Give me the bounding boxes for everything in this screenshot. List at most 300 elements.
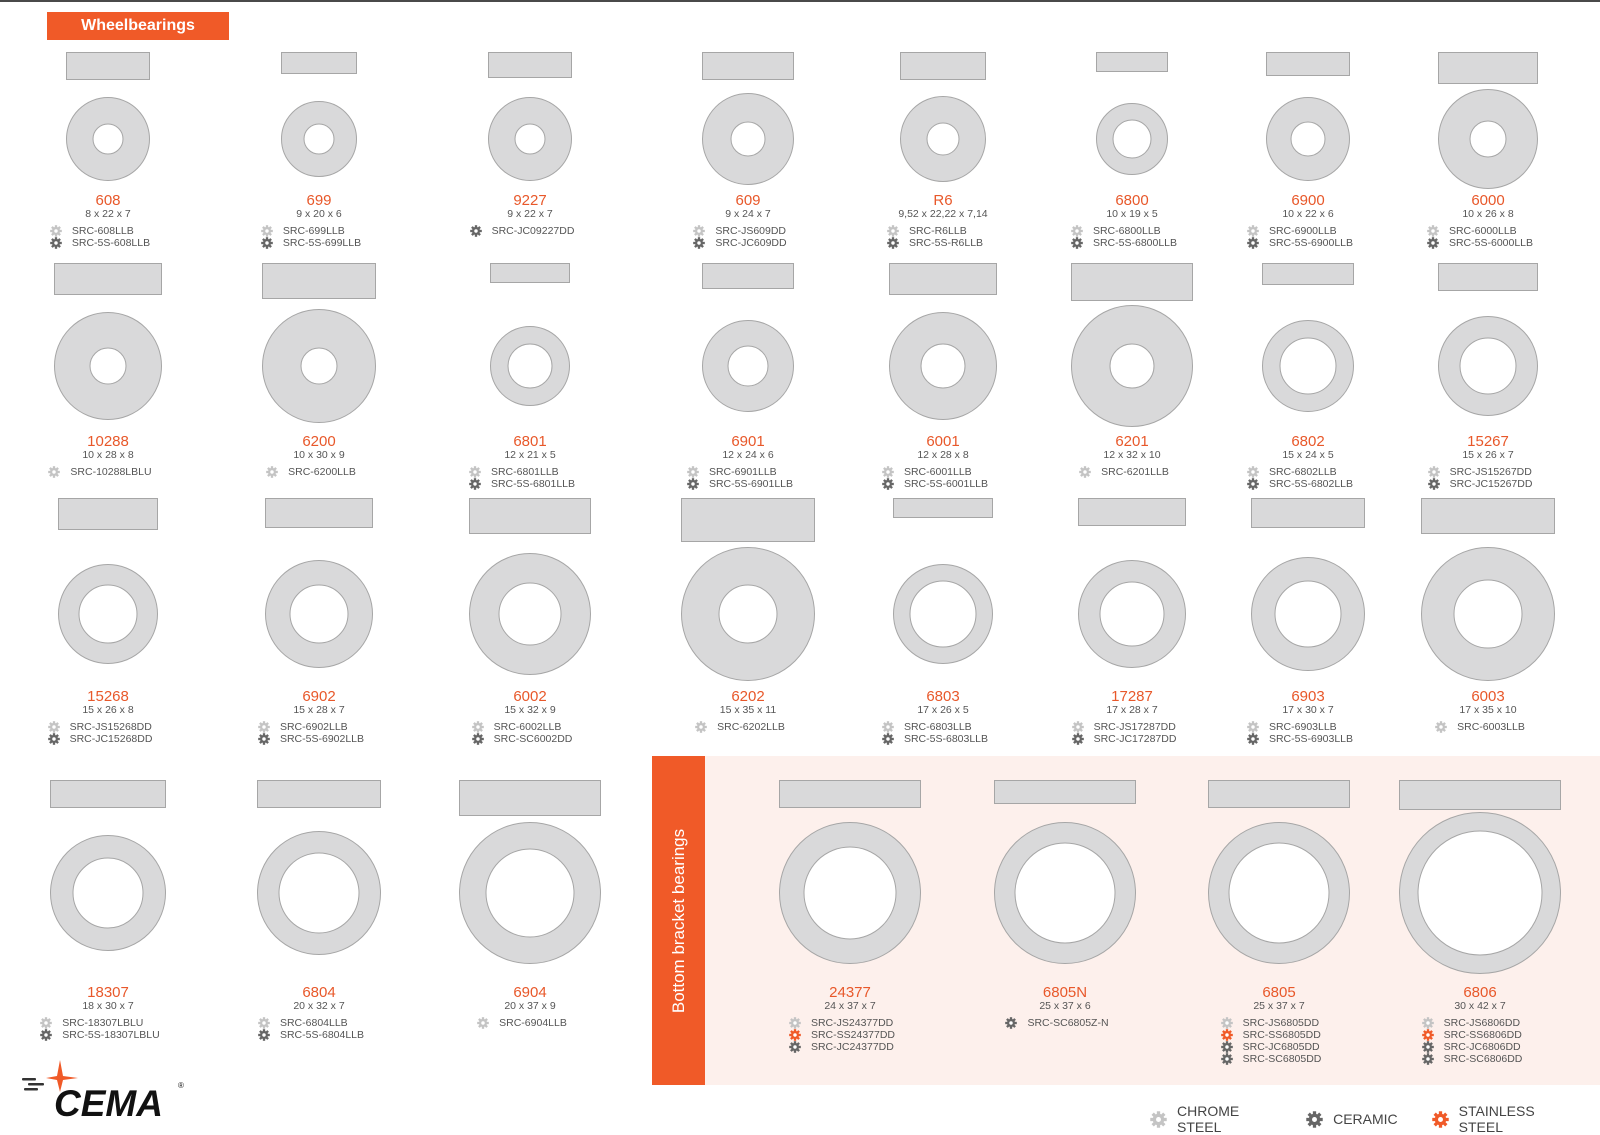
bearing-name: 15267 [1467,433,1509,450]
part-code-ceramic [48,733,153,745]
part-code-text: SRC-SC6806DD [1443,1053,1523,1065]
bearing-name: 6903 [1291,688,1325,705]
part-code-chrome [1071,225,1177,237]
bearing-codes [789,1017,895,1053]
bearing-codes [261,225,361,249]
part-code-ceramic [882,733,988,745]
legend-label: CERAMIC [1333,1111,1398,1127]
ceramic-gear-icon [258,1029,270,1041]
bearing-name: 6801 [513,433,547,450]
part-code-text: SRC-6901LLB [708,466,777,478]
bearing-front-view [900,96,986,182]
bearing-codes [1427,225,1533,249]
bearing-name: 6002 [513,688,547,705]
ceramic-gear-icon [1247,478,1259,490]
part-code-text: SRC-R6LLB [908,225,967,237]
bearing-name: R6 [933,192,953,209]
bearing-dimensions: 12 x 24 x 6 [722,449,774,461]
part-code-ceramic [687,478,793,490]
bearing-dimensions: 15 x 28 x 7 [293,704,345,716]
part-code-text: SRC-6804LLB [279,1017,348,1029]
part-code-text: SRC-JC6805DD [1242,1041,1320,1053]
part-code-ceramic [1221,1041,1322,1053]
bearing-dimensions: 20 x 37 x 9 [504,1000,556,1012]
part-code-text: SRC-JC15268DD [69,733,153,745]
part-code-text: SRC-5S-6903LLB [1268,733,1354,745]
part-code-text: SRC-5S-6000LLB [1448,237,1534,249]
part-code-ceramic [1427,237,1533,249]
part-code-text: SRC-5S-6802LLB [1268,478,1354,490]
bearing-side-view [469,498,591,534]
bearing-side-view [1071,263,1193,301]
part-code-text: SRC-5S-6803LLB [903,733,989,745]
bearing-name: 699 [306,192,332,209]
bearing-codes [882,721,988,745]
part-code-ceramic [1005,1017,1108,1029]
part-code-chrome [693,225,786,237]
bearing-side-view [1208,780,1350,808]
bearing-codes [40,1017,159,1041]
bearing-name: 6804 [302,984,336,1001]
part-code-chrome [50,225,150,237]
part-code-text: SRC-JC09227DD [491,225,575,237]
bearing-front-view [262,309,376,423]
part-code-text: SRC-5S-R6LLB [908,237,984,249]
part-code-text: SRC-JS6806DD [1443,1017,1521,1029]
ceramic-gear-icon [258,733,270,745]
chrome-gear-icon [789,1017,801,1029]
part-code-text: SRC-JC17287DD [1093,733,1177,745]
part-code-text: SRC-JC15267DD [1449,478,1533,490]
part-code-ceramic [887,237,983,249]
ceramic-gear-icon [48,733,60,745]
bearing-dimensions: 15 x 26 x 7 [1462,449,1514,461]
bearing-codes [258,721,364,745]
bearing-codes [472,721,573,745]
part-code-text: SRC-5S-6901LLB [708,478,794,490]
bearing-codes [258,1017,364,1041]
part-code-chrome [469,466,575,478]
bearing-front-view [994,822,1136,964]
bearing-side-view [58,498,158,530]
part-code-text: SRC-6001LLB [903,466,972,478]
bearing-name: 6800 [1115,192,1149,209]
part-code-text: SRC-6002LLB [493,721,562,733]
bearing-name: 6802 [1291,433,1325,450]
ceramic-gear-icon [1005,1017,1017,1029]
part-code-text: SRC-SC6805DD [1242,1053,1322,1065]
bearing-name: 6201 [1115,433,1149,450]
cema-logo [20,1058,190,1120]
bearing-front-view [469,553,591,675]
bearing-side-view [1399,780,1561,810]
part-code-text: SRC-JS17287DD [1093,721,1176,733]
bearing-side-view [889,263,997,295]
bearing-side-view [281,52,357,74]
bearing-front-view [893,564,993,664]
part-code-chrome [1422,1017,1523,1029]
part-code-chrome [882,721,988,733]
bearing-codes [1247,721,1353,745]
ceramic-gear-icon [1427,237,1439,249]
bearing-dimensions: 12 x 21 x 5 [504,449,556,461]
part-code-stainless [1422,1029,1523,1041]
part-code-ceramic [1247,733,1353,745]
bearing-front-view [459,822,601,964]
chrome-gear-icon [477,1017,489,1029]
bearing-codes [887,225,983,249]
bearing-front-view [779,822,921,964]
part-code-text: SRC-5S-6001LLB [903,478,989,490]
stainless-gear-icon [789,1029,801,1041]
bearing-codes [1071,225,1177,249]
stainless-gear-icon [1422,1029,1434,1041]
part-code-text: SRC-6903LLB [1268,721,1337,733]
ceramic-gear-icon [470,225,482,237]
chrome-gear-icon [1247,721,1259,733]
bearing-dimensions: 10 x 30 x 9 [293,449,345,461]
chrome-gear-icon [1072,721,1084,733]
part-code-text: SRC-6801LLB [490,466,559,478]
bearing-front-view [490,326,570,406]
bearing-name: 6805 [1262,984,1296,1001]
bearing-codes [1072,721,1177,745]
bearing-name: 24377 [829,984,871,1001]
part-code-ceramic [1247,478,1353,490]
material-legend [1150,1103,1600,1135]
chrome-gear-icon [261,225,273,237]
chrome-gear-icon [258,1017,270,1029]
part-code-ceramic [472,733,573,745]
part-code-text: SRC-JC24377DD [810,1041,894,1053]
bearing-name: 9227 [513,192,547,209]
part-code-chrome [1072,721,1177,733]
bearing-side-view [1078,498,1186,526]
ceramic-gear-icon [882,478,894,490]
chrome-gear-icon [258,721,270,733]
chrome-gear-icon [48,466,60,478]
bearing-front-view [66,97,150,181]
part-code-text: SRC-6803LLB [903,721,972,733]
bearing-side-view [54,263,162,295]
bearing-codes [1428,466,1533,490]
part-code-chrome [1221,1017,1322,1029]
part-code-text: SRC-5S-18307LBLU [62,1029,160,1041]
part-code-ceramic [40,1029,159,1041]
part-code-text: SRC-JS15268DD [69,721,152,733]
chrome-gear-icon [1221,1017,1233,1029]
part-code-text: SRC-5S-6801LLB [490,478,576,490]
chrome-gear-icon [887,225,899,237]
part-code-ceramic [1428,478,1533,490]
part-code-chrome [266,466,356,478]
part-code-text: SRC-SC6805Z-N [1027,1017,1109,1029]
chrome-gear-icon [1247,225,1259,237]
ceramic-gear-icon [261,237,273,249]
bearing-side-view [779,780,921,808]
part-code-chrome [472,721,573,733]
part-code-text: SRC-SS6806DD [1443,1029,1522,1041]
bearing-side-view [1438,52,1538,84]
part-code-text: SRC-6904LLB [499,1017,567,1029]
stainless-gear-icon [1221,1029,1233,1041]
bearing-dimensions: 15 x 35 x 11 [719,704,777,716]
bearing-name: 6902 [302,688,336,705]
ceramic-gear-icon [1071,237,1083,249]
bearing-side-view [1438,263,1538,291]
chrome-gear-icon [472,721,484,733]
bearing-side-view [459,780,601,816]
bearing-front-view [889,312,997,420]
bearing-codes [1247,466,1353,490]
part-code-ceramic [258,1029,364,1041]
bearing-name: 6000 [1471,192,1505,209]
part-code-ceramic [50,237,150,249]
bearing-dimensions: 20 x 32 x 7 [293,1000,345,1012]
bearing-codes [469,466,575,490]
bearing-side-view [50,780,166,808]
part-code-text: SRC-6202LLB [717,721,785,733]
bearing-codes [1435,721,1525,733]
chrome-gear-icon [1422,1017,1434,1029]
chrome-gear-icon [695,721,707,733]
bearing-side-view [257,780,381,808]
part-code-ceramic [1422,1041,1523,1053]
part-code-chrome [258,1017,364,1029]
part-code-text: SRC-6201LLB [1101,466,1169,478]
ceramic-gear-icon [1422,1053,1434,1065]
part-code-text: SRC-5S-699LLB [282,237,362,249]
chrome-gear-icon [1150,1111,1167,1128]
bearing-codes [695,721,785,733]
bearing-name: 6200 [302,433,336,450]
stainless-gear-icon [1432,1111,1449,1128]
bearing-front-view [1262,320,1354,412]
bearing-dimensions: 8 x 22 x 7 [85,208,131,220]
part-code-ceramic [470,225,575,237]
part-code-ceramic [882,478,988,490]
bearing-front-view [265,560,373,668]
bearing-codes [693,225,786,249]
bearing-name: 15268 [87,688,129,705]
chrome-gear-icon [1427,225,1439,237]
part-code-chrome [48,466,151,478]
bearing-dimensions: 10 x 28 x 8 [82,449,134,461]
ceramic-gear-icon [887,237,899,249]
part-code-text: SRC-JS24377DD [810,1017,894,1029]
part-code-ceramic [693,237,786,249]
chrome-gear-icon [882,466,894,478]
ceramic-gear-icon [1247,733,1259,745]
bottom-bracket-title: Bottom bracket bearings [668,828,688,1013]
ceramic-gear-icon [1221,1053,1233,1065]
part-code-stainless [1221,1029,1322,1041]
bearing-front-view [1399,812,1561,974]
bearing-front-view [702,320,794,412]
bearing-side-view [262,263,376,299]
part-code-chrome [687,466,793,478]
chrome-gear-icon [1428,466,1440,478]
ceramic-gear-icon [1072,733,1084,745]
top-rule [0,0,1600,2]
part-code-text: SRC-SS6805DD [1242,1029,1321,1041]
bearing-side-view [1262,263,1354,285]
ceramic-gear-icon [40,1029,52,1041]
ceramic-gear-icon [1422,1041,1434,1053]
part-code-ceramic [261,237,361,249]
part-code-text: SRC-JS609DD [715,225,787,237]
part-code-ceramic [469,478,575,490]
bearing-codes [1247,225,1353,249]
brand-wordmark: CEMA [54,1083,163,1120]
ceramic-gear-icon [50,237,62,249]
bearing-dimensions: 9 x 20 x 6 [296,208,342,220]
ceramic-gear-icon [472,733,484,745]
bearing-codes [50,225,150,249]
chrome-gear-icon [1247,466,1259,478]
bearing-name: 608 [95,192,121,209]
bearing-front-view [681,547,815,681]
part-code-stainless [789,1029,895,1041]
part-code-chrome [477,1017,567,1029]
bearing-front-view [257,831,381,955]
legend-item-chrome [1150,1103,1272,1135]
part-code-chrome [1428,466,1533,478]
part-code-text: SRC-6200LLB [288,466,356,478]
part-code-text: SRC-6000LLB [1448,225,1517,237]
bearing-dimensions: 15 x 26 x 8 [82,704,134,716]
bearing-dimensions: 30 x 42 x 7 [1454,1000,1506,1012]
bearing-front-view [1208,822,1350,964]
chrome-gear-icon [40,1017,52,1029]
bearing-front-view [488,97,572,181]
part-code-text: SRC-5S-6800LLB [1092,237,1178,249]
chrome-gear-icon [48,721,60,733]
bearing-dimensions: 17 x 26 x 5 [917,704,969,716]
bearing-front-view [1078,560,1186,668]
bearing-dimensions: 10 x 19 x 5 [1106,208,1158,220]
bearing-front-view [1421,547,1555,681]
part-code-ceramic [1221,1053,1322,1065]
part-code-text: SRC-JC609DD [715,237,787,249]
bearing-side-view [702,263,794,289]
bearing-name: 10288 [87,433,129,450]
bearing-dimensions: 15 x 24 x 5 [1282,449,1334,461]
part-code-text: SRC-JS6805DD [1242,1017,1320,1029]
bearing-side-view [900,52,986,80]
bearing-side-view [681,498,815,542]
bearing-codes [477,1017,567,1029]
part-code-text: SRC-6902LLB [279,721,348,733]
bearing-name: 6806 [1463,984,1497,1001]
bearing-dimensions: 25 x 37 x 6 [1039,1000,1091,1012]
bearing-name: 6803 [926,688,960,705]
bearing-name: 18307 [87,984,129,1001]
bearing-side-view [490,263,570,283]
ceramic-gear-icon [1306,1111,1323,1128]
bearing-codes [687,466,793,490]
ceramic-gear-icon [687,478,699,490]
ceramic-gear-icon [469,478,481,490]
part-code-ceramic [1071,237,1177,249]
part-code-chrome [48,721,153,733]
bearing-front-view [1096,103,1168,175]
part-code-chrome [887,225,983,237]
part-code-text: SRC-SS24377DD [810,1029,896,1041]
chrome-gear-icon [1071,225,1083,237]
part-code-text: SRC-699LLB [282,225,345,237]
part-code-chrome [1247,466,1353,478]
bearing-dimensions: 18 x 30 x 7 [82,1000,134,1012]
bearing-dimensions: 24 x 37 x 7 [824,1000,876,1012]
part-code-text: SRC-18307LBLU [62,1017,144,1029]
bearing-dimensions: 9,52 x 22,22 x 7,14 [898,208,988,220]
bearing-dimensions: 12 x 28 x 8 [917,449,969,461]
bearing-codes [1221,1017,1322,1065]
ceramic-gear-icon [789,1041,801,1053]
bearing-codes [1422,1017,1523,1065]
part-code-chrome [1079,466,1169,478]
bearing-name: 6003 [1471,688,1505,705]
bearing-side-view [488,52,572,78]
chrome-gear-icon [693,225,705,237]
bearing-codes [882,466,988,490]
bearing-dimensions: 17 x 30 x 7 [1282,704,1334,716]
bearing-side-view [66,52,150,80]
bearing-front-view [1251,557,1365,671]
ceramic-gear-icon [1221,1041,1233,1053]
legend-label: STAINLESS STEEL [1458,1103,1535,1135]
bearing-name: 6904 [513,984,547,1001]
ceramic-gear-icon [693,237,705,249]
legend-label: CHROME STEEL [1177,1103,1240,1135]
legend-item-ceramic [1306,1111,1398,1128]
bearing-dimensions: 17 x 35 x 10 [1459,704,1517,716]
bearing-dimensions: 9 x 22 x 7 [507,208,553,220]
part-code-chrome [261,225,361,237]
part-code-chrome [1427,225,1533,237]
part-code-text: SRC-SC6002DD [493,733,573,745]
bearing-front-view [281,101,357,177]
bearing-codes [1079,466,1169,478]
part-code-text: SRC-5S-6902LLB [279,733,365,745]
bearing-front-view [1266,97,1350,181]
part-code-ceramic [789,1041,895,1053]
legend-item-stainless [1432,1103,1566,1135]
chrome-gear-icon [687,466,699,478]
bearing-codes [266,466,356,478]
bearing-side-view [1266,52,1350,76]
bottom-bracket-tab [652,756,705,1085]
bearing-front-view [58,564,158,664]
bearing-codes [48,721,153,745]
chrome-gear-icon [1435,721,1447,733]
part-code-chrome [1435,721,1525,733]
part-code-chrome [789,1017,895,1029]
bearing-dimensions: 12 x 32 x 10 [1103,449,1161,461]
chrome-gear-icon [882,721,894,733]
part-code-ceramic [258,733,364,745]
chrome-gear-icon [266,466,278,478]
part-code-text: SRC-608LLB [71,225,134,237]
bearing-side-view [1251,498,1365,528]
part-code-chrome [1247,721,1353,733]
bearing-side-view [1421,498,1555,534]
bearing-name: 6202 [731,688,765,705]
ceramic-gear-icon [1428,478,1440,490]
bearing-name: 6901 [731,433,765,450]
bearing-front-view [702,93,794,185]
